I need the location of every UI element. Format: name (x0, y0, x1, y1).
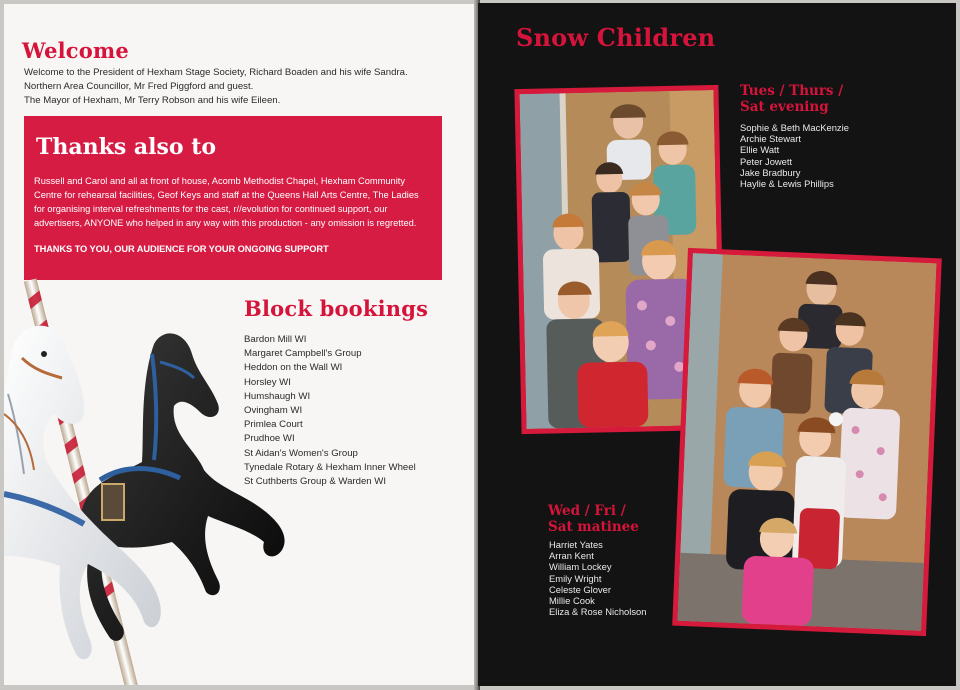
list-item: Heddon on the Wall WI (244, 362, 343, 374)
list-item: Prudhoe WI (244, 433, 295, 445)
right-page (478, 3, 956, 686)
tue-heading-line: Sat evening (740, 99, 829, 115)
thanks-heading: Thanks also to (36, 134, 217, 160)
thanks-box (24, 116, 442, 280)
welcome-line: The Mayor of Hexham, Mr Terry Robson and his wife Eileen. (24, 95, 281, 106)
list-item: Arran Kent (549, 550, 594, 562)
wed-heading-line: Sat matinee (548, 519, 639, 535)
list-item: Millie Cook (549, 595, 595, 607)
children-group-photo-2 (677, 253, 936, 631)
snow-children-heading: Snow Children (516, 23, 716, 52)
list-item: Eliza & Rose Nicholson (549, 606, 647, 618)
list-item: Horsley WI (244, 376, 291, 388)
thanks-text (34, 174, 432, 230)
wed-cast-list (549, 539, 646, 617)
list-item: Margaret Campbell's Group (244, 348, 362, 360)
carousel-horses-image (4, 274, 304, 685)
list-item: Ovingham WI (244, 405, 303, 417)
list-item: Celeste Glover (549, 583, 612, 595)
audience-thanks: THANKS TO YOU, OUR AUDIENCE FOR YOUR ONGOING SUPPORT (34, 244, 329, 254)
list-item: Sophie & Beth MacKenzie (740, 122, 849, 133)
wed-heading-line: Wed / Fri / (548, 503, 626, 519)
welcome-heading: Welcome (22, 38, 129, 63)
wed-fri-sat-heading (548, 503, 639, 535)
block-bookings-heading: Block bookings (244, 296, 429, 321)
list-item: Peter Jowett (740, 155, 793, 167)
list-item: St Aidan's Women's Group (244, 447, 358, 459)
welcome-line: Northern Area Councillor, Mr Fred Piggford and guest. (24, 81, 254, 92)
tue-cast-list (740, 122, 849, 189)
cast-photo-wed (672, 248, 942, 636)
list-item: Jake Bradbury (740, 166, 801, 178)
list-item: Ellie Watt (740, 144, 780, 156)
list-item: Primlea Court (244, 419, 303, 431)
list-item: Archie Stewart (740, 133, 801, 145)
left-page (4, 4, 476, 685)
list-item: St Cuthberts Group & Warden WI (244, 476, 387, 488)
thanks-line: for organising interval refreshments for the cast, r//evolution for continued support, our (34, 204, 388, 214)
welcome-line: Welcome to the President of Hexham Stage Society, Richard Boaden and his wife Sandra. (24, 67, 408, 78)
list-item: Tynedale Rotary & Hexham Inner Wheel (244, 461, 416, 473)
list-item: Emily Wright (549, 572, 602, 584)
list-item: Humshaugh WI (244, 390, 311, 402)
list-item: Harriet Yates (549, 539, 603, 550)
welcome-text (24, 66, 464, 108)
list-item: Haylie & Lewis Phillips (740, 178, 834, 190)
tue-heading-line: Tues / Thurs / (740, 83, 844, 99)
list-item: Bardon Mill WI (244, 334, 307, 345)
list-item: William Lockey (549, 561, 612, 573)
thanks-line: Russell and Carol and all at front of house, Acomb Methodist Chapel, Hexham Community (34, 176, 406, 186)
thanks-line: advertisers, ANYONE who helped in any way with this production - any omission is regretted. (34, 218, 417, 228)
tue-thu-sat-heading (740, 83, 843, 115)
thanks-line: Centre for rehearsal facilities, Geof Keys and staff at the Queens Hall Arts Centre, The Ladies (34, 190, 419, 200)
